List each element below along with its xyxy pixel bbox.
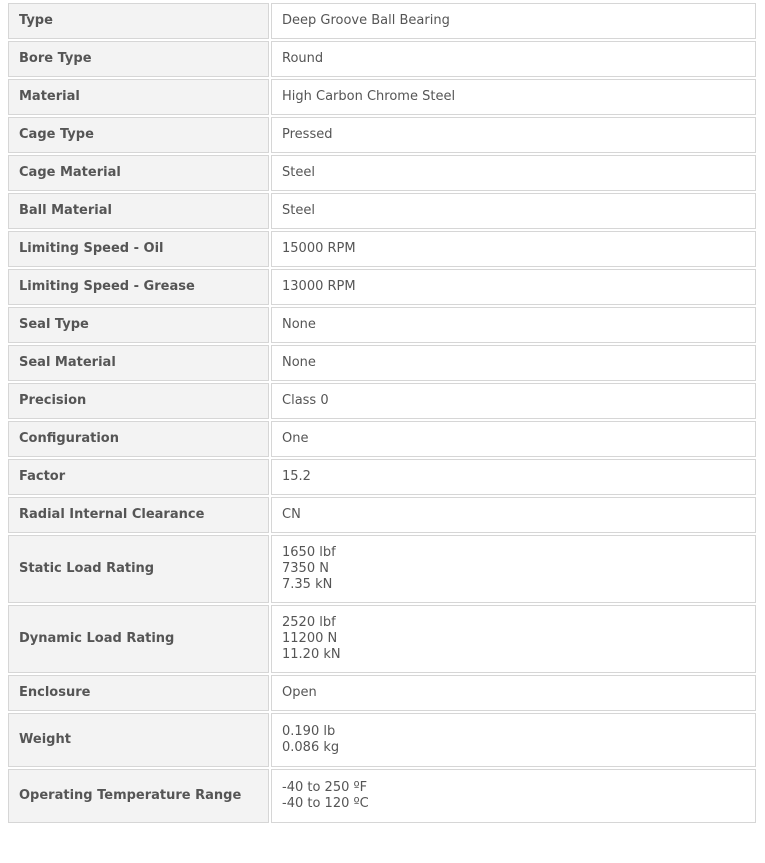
spec-row-limiting-speed-grease [8, 269, 756, 305]
spec-label: Seal Type [8, 307, 269, 343]
spec-value [271, 459, 756, 495]
spec-row-seal-material [8, 345, 756, 381]
spec-label: Configuration [8, 421, 269, 457]
spec-row-operating-temperature-range [8, 769, 756, 823]
spec-value-line: 2520 lbf [282, 615, 336, 630]
spec-value-line: 0.190 lb [282, 724, 336, 739]
spec-value-line: Steel [282, 203, 315, 218]
spec-value-line: 11200 N [282, 631, 338, 646]
spec-row-ball-material [8, 193, 756, 229]
spec-row-precision [8, 383, 756, 419]
spec-value-line: Deep Groove Ball Bearing [282, 13, 450, 28]
spec-label: Cage Material [8, 155, 269, 191]
spec-value-line: -40 to 120 ºC [282, 796, 369, 811]
spec-label: Weight [8, 713, 269, 767]
spec-label: Operating Temperature Range [8, 769, 269, 823]
spec-label: Seal Material [8, 345, 269, 381]
spec-label: Static Load Rating [8, 535, 269, 603]
spec-table-body [8, 3, 756, 823]
spec-row-dynamic-load-rating [8, 605, 756, 673]
spec-value [271, 307, 756, 343]
spec-label: Precision [8, 383, 269, 419]
spec-row-weight [8, 713, 756, 767]
spec-row-configuration [8, 421, 756, 457]
spec-row-static-load-rating [8, 535, 756, 603]
spec-value-line: -40 to 250 ºF [282, 780, 368, 795]
spec-value-line: Open [282, 685, 317, 700]
spec-table [6, 1, 758, 825]
spec-row-enclosure [8, 675, 756, 711]
spec-value-line: Class 0 [282, 393, 329, 408]
spec-row-material [8, 79, 756, 115]
spec-value-line: None [282, 355, 316, 370]
spec-label: Dynamic Load Rating [8, 605, 269, 673]
spec-label: Bore Type [8, 41, 269, 77]
spec-value-line: High Carbon Chrome Steel [282, 89, 456, 104]
spec-label: Limiting Speed - Grease [8, 269, 269, 305]
spec-value [271, 155, 756, 191]
spec-value-line: 15.2 [282, 469, 311, 484]
spec-row-cage-material [8, 155, 756, 191]
spec-value-line: 11.20 kN [282, 647, 341, 662]
spec-value-line: None [282, 317, 316, 332]
spec-value-line: 15000 RPM [282, 241, 356, 256]
spec-value [271, 383, 756, 419]
spec-value [271, 605, 756, 673]
spec-value-line: Round [282, 51, 324, 66]
spec-value [271, 79, 756, 115]
spec-value [271, 675, 756, 711]
spec-label: Type [8, 3, 269, 39]
spec-label: Material [8, 79, 269, 115]
spec-row-bore-type [8, 41, 756, 77]
spec-label: Ball Material [8, 193, 269, 229]
spec-value [271, 421, 756, 457]
spec-value-line: 1650 lbf [282, 545, 336, 560]
spec-value [271, 193, 756, 229]
spec-row-limiting-speed-oil [8, 231, 756, 267]
spec-value [271, 269, 756, 305]
spec-row-factor [8, 459, 756, 495]
spec-value-line: 7.35 kN [282, 577, 333, 592]
spec-label: Enclosure [8, 675, 269, 711]
spec-value [271, 713, 756, 767]
spec-value [271, 41, 756, 77]
spec-value [271, 3, 756, 39]
spec-row-seal-type [8, 307, 756, 343]
spec-value-line: 0.086 kg [282, 740, 340, 755]
spec-value [271, 231, 756, 267]
spec-value-line: 13000 RPM [282, 279, 356, 294]
spec-value-line: Pressed [282, 127, 333, 142]
spec-row-type [8, 3, 756, 39]
spec-row-radial-internal-clearance [8, 497, 756, 533]
spec-value [271, 497, 756, 533]
spec-row-cage-type [8, 117, 756, 153]
spec-value-line: CN [282, 507, 301, 522]
spec-value-line: 7350 N [282, 561, 329, 576]
spec-label: Radial Internal Clearance [8, 497, 269, 533]
spec-value [271, 117, 756, 153]
spec-label: Limiting Speed - Oil [8, 231, 269, 267]
spec-value [271, 535, 756, 603]
spec-value [271, 345, 756, 381]
spec-value-line: One [282, 431, 309, 446]
spec-label: Factor [8, 459, 269, 495]
spec-label: Cage Type [8, 117, 269, 153]
spec-value [271, 769, 756, 823]
spec-value-line: Steel [282, 165, 315, 180]
